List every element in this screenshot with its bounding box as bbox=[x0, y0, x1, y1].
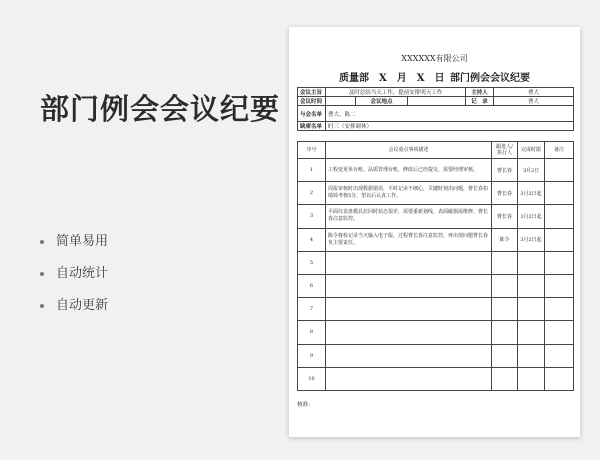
meeting-info-table bbox=[297, 87, 574, 131]
host-value: 及时总结当天工作，提前安排明天工作 bbox=[326, 88, 466, 97]
feature-item bbox=[40, 232, 108, 264]
table-row bbox=[298, 159, 574, 182]
row-description bbox=[326, 274, 492, 297]
row-owner: 曹长春 bbox=[492, 182, 518, 205]
document-preview bbox=[289, 27, 580, 437]
place-value bbox=[408, 97, 466, 106]
table-row bbox=[298, 274, 574, 297]
company-name: XXXXXX有限公司 bbox=[401, 54, 468, 63]
row-owner bbox=[492, 344, 518, 367]
table-row bbox=[298, 205, 574, 228]
place-label: 会议地点 bbox=[356, 97, 408, 106]
row-owner: 曹长春 bbox=[492, 205, 518, 228]
column-header: 完成时限 bbox=[518, 142, 545, 159]
row-description bbox=[326, 321, 492, 344]
chair-value: 曹大 bbox=[494, 88, 574, 97]
row-number: 9 bbox=[298, 344, 326, 367]
row-owner bbox=[492, 251, 518, 274]
row-note bbox=[545, 321, 574, 344]
row-owner bbox=[492, 274, 518, 297]
table-row bbox=[298, 344, 574, 367]
time-value bbox=[326, 97, 356, 106]
row-description bbox=[326, 298, 492, 321]
row-description: 周报审核时出现数据错误，平时记录不细心，关键时刻出问题，曹长春扣绩效考核5分，望以后认真工作。 bbox=[326, 182, 492, 205]
row-deadline bbox=[518, 298, 545, 321]
row-description bbox=[326, 251, 492, 274]
column-header: 会议重点事项描述 bbox=[326, 142, 492, 159]
row-number: 2 bbox=[298, 182, 326, 205]
table-row bbox=[298, 251, 574, 274]
feature-item bbox=[40, 296, 108, 328]
row-note bbox=[545, 182, 574, 205]
column-header: 跟进人/执行人 bbox=[492, 142, 518, 159]
table-row bbox=[298, 298, 574, 321]
row-note bbox=[545, 367, 574, 390]
page-title: 部门例会会议纪要 bbox=[40, 92, 281, 126]
feature-label: 简单易用 bbox=[56, 234, 109, 249]
table-row bbox=[298, 182, 574, 205]
time-label: 会议时间 bbox=[298, 97, 326, 106]
row-description bbox=[326, 367, 492, 390]
row-deadline: 3月2日起 bbox=[518, 205, 545, 228]
row-description: 陈令将检记录当天输入电子版，过程曹长春注意监控，再出现问题曹长春负主要责任。 bbox=[326, 228, 492, 251]
row-number: 8 bbox=[298, 321, 326, 344]
feature-item bbox=[40, 264, 108, 296]
bullet-icon bbox=[40, 272, 44, 276]
row-owner: 曹长春 bbox=[492, 159, 518, 182]
table-row bbox=[298, 367, 574, 390]
absent-label: 缺席名单 bbox=[298, 122, 326, 131]
bullet-icon bbox=[40, 240, 44, 244]
chair-label: 主持人 bbox=[466, 88, 494, 97]
record-label: 记 录 bbox=[466, 97, 494, 106]
row-deadline bbox=[518, 344, 545, 367]
row-deadline: 3月2日起 bbox=[518, 228, 545, 251]
feature-list bbox=[40, 232, 108, 328]
host-label: 会议主旨 bbox=[298, 88, 326, 97]
row-note bbox=[545, 159, 574, 182]
row-number: 10 bbox=[298, 367, 326, 390]
row-number: 5 bbox=[298, 251, 326, 274]
table-row bbox=[298, 321, 574, 344]
row-deadline bbox=[518, 367, 545, 390]
row-deadline bbox=[518, 274, 545, 297]
row-owner bbox=[492, 298, 518, 321]
row-number: 4 bbox=[298, 228, 326, 251]
document-title: 质量部 X 月 X 日 部门例会会议纪要 bbox=[339, 73, 530, 84]
row-number: 3 bbox=[298, 205, 326, 228]
feature-label: 自动更新 bbox=[56, 298, 109, 313]
row-number: 6 bbox=[298, 274, 326, 297]
row-owner: 陈令 bbox=[492, 228, 518, 251]
row-note bbox=[545, 205, 574, 228]
row-description: 平面仪表盘模具拉回时状态很差，需要重新划线，表面磁损需维修，曹长春注意监控。 bbox=[326, 205, 492, 228]
row-description bbox=[326, 344, 492, 367]
row-deadline bbox=[518, 251, 545, 274]
bullet-icon bbox=[40, 304, 44, 308]
absent-value: 时三（安排调休） bbox=[326, 122, 574, 131]
review-label: 核准： bbox=[297, 402, 314, 408]
row-note bbox=[545, 274, 574, 297]
row-note bbox=[545, 344, 574, 367]
row-number: 7 bbox=[298, 298, 326, 321]
record-value: 曹大 bbox=[494, 97, 574, 106]
row-note bbox=[545, 228, 574, 251]
row-deadline bbox=[518, 321, 545, 344]
row-number: 1 bbox=[298, 159, 326, 182]
attendees-label: 与会名单 bbox=[298, 106, 326, 122]
row-owner bbox=[492, 367, 518, 390]
agenda-table bbox=[297, 141, 574, 391]
feature-label: 自动统计 bbox=[56, 266, 109, 281]
row-description: 工程变更单台账、品质管理台账，修改后已经提交，需要经理审核。 bbox=[326, 159, 492, 182]
row-deadline: 3月2日起 bbox=[518, 182, 545, 205]
attendees-value: 曹大、陈二 bbox=[326, 106, 574, 122]
column-header: 序号 bbox=[298, 142, 326, 159]
row-note bbox=[545, 251, 574, 274]
column-header: 备注 bbox=[545, 142, 574, 159]
row-note bbox=[545, 298, 574, 321]
row-deadline: 3月2日 bbox=[518, 159, 545, 182]
table-row bbox=[298, 228, 574, 251]
row-owner bbox=[492, 321, 518, 344]
